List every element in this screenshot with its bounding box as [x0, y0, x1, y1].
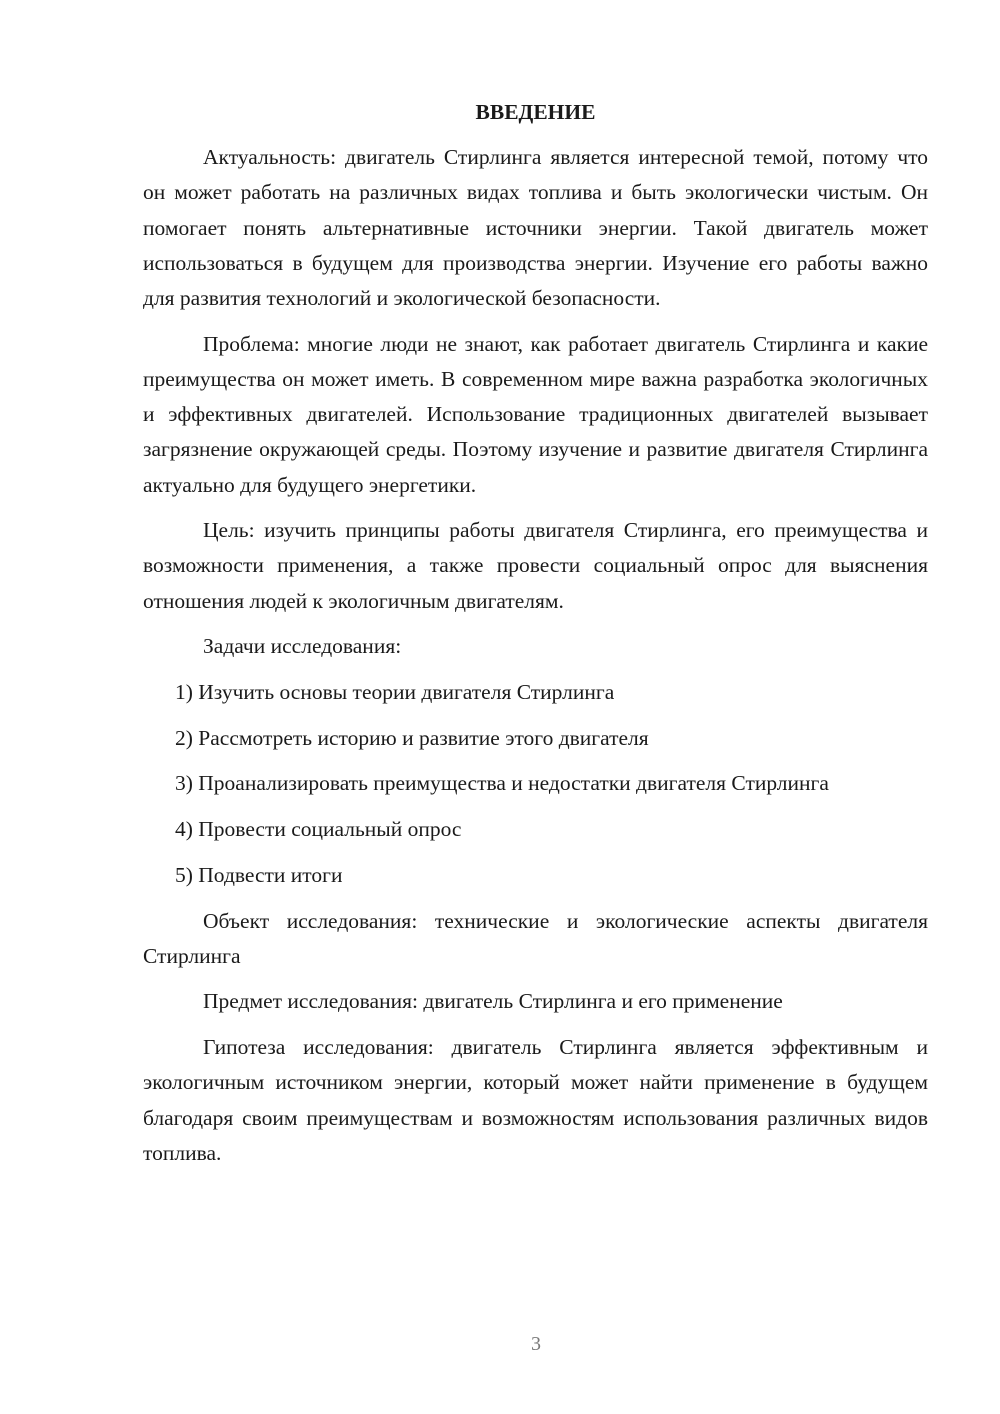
- task-item-1: 1) Изучить основы теории двигателя Стирлинга: [175, 680, 615, 705]
- page-content: [143, 95, 928, 1181]
- paragraph-hypothesis: Гипотеза исследования: двигатель Стирлинга является эффективным и экологичным источником энергии, который может найти применение в будущем благодаря своим преимуществам и возможностям использования различных видов топлива.: [143, 1035, 928, 1165]
- task-item-5: 5) Подвести итоги: [175, 862, 343, 887]
- paragraph-relevance: Актуальность: двигатель Стирлинга является интересной темой, потому что он может работать на различных видах топлива и быть экологически чистым. Он помогает понять альтернативные источники энергии. Такой двигатель может использоваться в будущем для производства энергии. Изучение его работы важно для развития технологий и экологической безопасности.: [143, 145, 928, 311]
- task-item-3: 3) Проанализировать преимущества и недостатки двигателя Стирлинга: [175, 771, 829, 796]
- task-item-4: 4) Провести социальный опрос: [175, 817, 462, 842]
- paragraph-object: Объект исследования: технические и экологические аспекты двигателя Стирлинга: [143, 908, 928, 968]
- page-title: ВВЕДЕНИЕ: [475, 100, 596, 124]
- task-item-2: 2) Рассмотреть историю и развитие этого двигателя: [175, 725, 649, 750]
- paragraph-tasks-heading: Задачи исследования:: [203, 634, 402, 659]
- paragraph-goal: Цель: изучить принципы работы двигателя Стирлинга, его преимущества и возможности применения, а также провести социальный опрос для выяснения отношения людей к экологичным двигателям.: [143, 518, 928, 613]
- paragraph-subject: Предмет исследования: двигатель Стирлинга и его применение: [203, 989, 783, 1014]
- paragraph-problem: Проблема: многие люди не знают, как работает двигатель Стирлинга и какие преимущества он может иметь. В современном мире важна разработка экологичных и эффективных двигателей. Использование традиционных двигателей вызывает загрязнение окружающей среды. Поэтому изучение и развитие двигателя Стирлинга актуально для будущего энергетики.: [143, 331, 928, 497]
- page-number: 3: [531, 1333, 541, 1355]
